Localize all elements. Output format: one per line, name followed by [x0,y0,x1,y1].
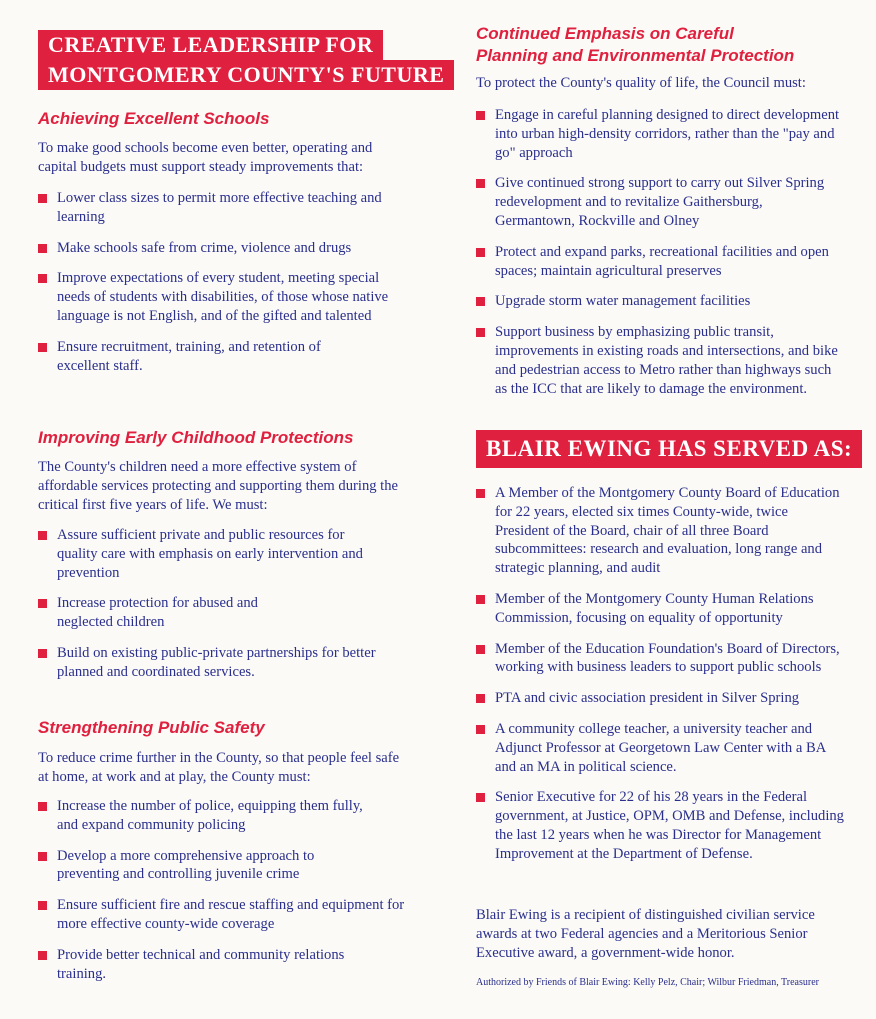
main-banner [38,30,454,90]
list-item: A Member of the Montgomery County Board of Education for 22 years, elected six times County-wide, twice President of the Board, chair of all three Board subcommittees: research and evaluation, long range and strategic planning, and audit [476,484,840,578]
bullet-square-icon [38,901,47,910]
planning-intro: To protect the County's quality of life, the Council must: [476,75,806,91]
childhood-list [38,526,378,682]
served-list [476,484,846,864]
planning-heading-line1: Continued Emphasis on Careful [476,24,734,43]
main-banner-line1: CREATIVE LEADERSHIP FOR [38,30,383,60]
list-item: A community college teacher, a university teacher and Adjunct Professor at Georgetown Law Center with a BA and an MA in political science. [476,720,840,776]
list-item: Lower class sizes to permit more effective teaching and learning [38,189,398,227]
list-item: Senior Executive for 22 of his 28 years in the Federal government, at Justice, OPM, OMB and Defense, including the last 12 years when he was Director for Management Improvement at the Department of Defense. [476,788,850,863]
safety-heading: Strengthening Public Safety [38,718,265,737]
childhood-intro: The County's children need a more effective system of affordable services protecting and supporting them during the critical first five years of life. We must: [38,459,399,513]
list-item: Develop a more comprehensive approach to preventing and controlling juvenile crime [38,847,377,885]
list-item: PTA and civic association president in Silver Spring [476,689,846,708]
list-item: Member of the Education Foundation's Board of Directors, working with business leaders to support public schools [476,640,840,678]
bullet-square-icon [38,599,47,608]
schools-heading: Achieving Excellent Schools [38,109,270,128]
list-item: Member of the Montgomery County Human Relations Commission, focusing on equality of opportunity [476,590,846,628]
planning-list [476,106,846,398]
bullet-square-icon [476,489,485,498]
list-item: Assure sufficient private and public resources for quality care with emphasis on early intervention and prevention [38,526,378,582]
bullet-square-icon [476,793,485,802]
list-item: Build on existing public-private partnerships for better planned and coordinated services. [38,644,378,682]
bullet-square-icon [38,343,47,352]
bullet-square-icon [476,111,485,120]
bullet-square-icon [38,274,47,283]
served-banner: BLAIR EWING HAS SERVED AS: [476,430,862,468]
list-item: Provide better technical and community relations training. [38,946,357,984]
bullet-square-icon [476,694,485,703]
list-item: Give continued strong support to carry out Silver Spring redevelopment and to revitalize Gaithersburg, Germantown, Rockville and Olney [476,174,846,230]
list-item: Engage in careful planning designed to direct development into urban high-density corridors, rather than the "pay and go" approach [476,106,840,162]
bullet-square-icon [38,194,47,203]
bullet-square-icon [476,179,485,188]
bullet-square-icon [38,649,47,658]
list-item: Ensure sufficient fire and rescue staffing and equipment for more effective county-wide coverage [38,896,410,934]
list-item: Support business by emphasizing public transit, improvements in existing roads and intersections, and bike and pedestrian access to Metro rather than highways such as the ICC that are likely to damage the environment. [476,323,846,398]
bullet-square-icon [476,297,485,306]
bullet-square-icon [476,645,485,654]
safety-intro: To reduce crime further in the County, so that people feel safe at home, at work and at play, the County must: [38,750,400,785]
list-item: Increase protection for abused and neglected children [38,594,317,632]
safety-list [38,797,410,983]
bullet-square-icon [38,244,47,253]
childhood-heading: Improving Early Childhood Protections [38,428,354,447]
list-item: Increase the number of police, equipping them fully, and expand community policing [38,797,387,835]
bullet-square-icon [38,531,47,540]
bullet-square-icon [476,328,485,337]
bullet-square-icon [476,595,485,604]
bullet-square-icon [38,852,47,861]
list-item: Make schools safe from crime, violence and drugs [38,239,398,258]
list-item: Ensure recruitment, training, and retention of excellent staff. [38,338,377,376]
bullet-square-icon [476,725,485,734]
planning-heading [476,23,794,67]
bullet-square-icon [38,951,47,960]
bullet-square-icon [476,248,485,257]
main-banner-line2: MONTGOMERY COUNTY'S FUTURE [38,60,454,90]
list-item: Upgrade storm water management facilities [476,292,846,311]
schools-intro: To make good schools become even better, operating and capital budgets must support steady improvements that: [38,140,373,175]
authorized-by: Authorized by Friends of Blair Ewing: Kelly Pelz, Chair; Wilbur Friedman, Treasurer [476,977,819,988]
list-item: Improve expectations of every student, meeting special needs of students with disabilities, of those whose native language is not English, and of the gifted and talented [38,269,392,325]
closing-statement: Blair Ewing is a recipient of distinguished civilian service awards at two Federal agencies and a Meritorious Senior Executive award, a government-wide honor. [476,907,815,961]
planning-heading-line2: Planning and Environmental Protection [476,46,795,65]
list-item: Protect and expand parks, recreational facilities and open spaces; maintain agricultural preserves [476,243,846,281]
schools-list [38,189,398,375]
bullet-square-icon [38,802,47,811]
